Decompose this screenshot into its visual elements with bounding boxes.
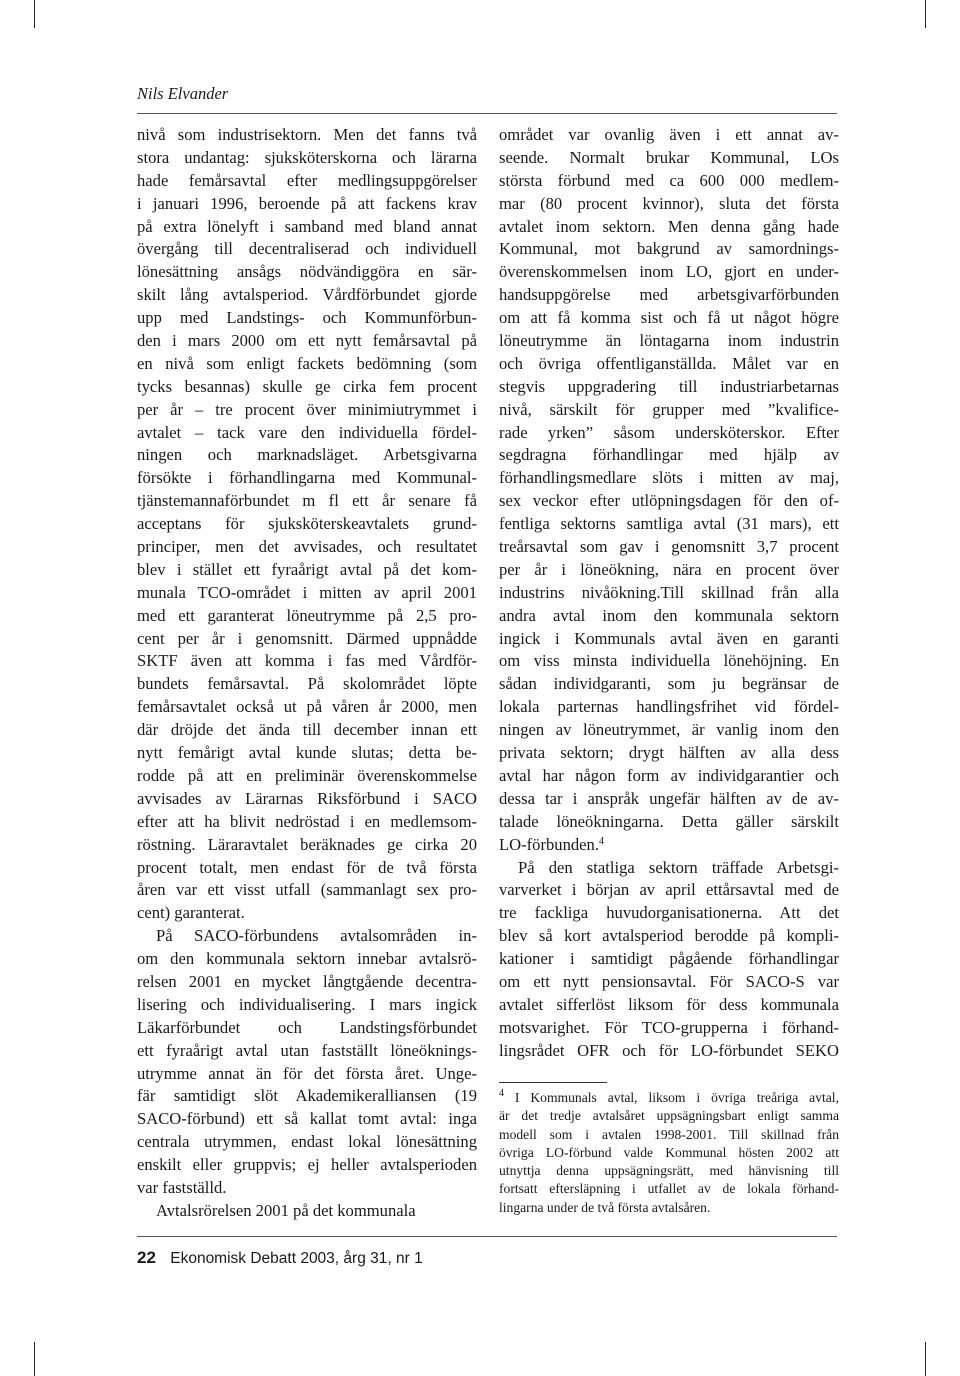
text-line: med ett garanterat löneutrymme på 2,5 pro- [137,605,477,625]
footnote-line: fortsatt eftersläpning i utfallet av de lokala förhand- [499,1181,839,1197]
text-line: femårsavtalet också ut på våren år 2000, men [137,697,477,717]
journal-title: Ekonomisk Debatt 2003, årg 31, nr 1 [170,1250,423,1267]
footnote-line [499,1089,839,1107]
text-line: bundets femårsavtal. På skolområdet löpte [137,674,477,694]
text-line: på extra lönelyft i samband med bland annat [137,216,477,236]
text-line: SACO-förbund) ett så kallat tomt avtal: inga [137,1109,477,1129]
text-line: tre fackliga huvudorganisationerna. Att det [499,903,839,923]
text-line: handsuppgörelse med arbetsgivarförbunden [499,285,839,305]
text-line: nytt femårigt avtal kunde slutas; detta be- [137,743,477,763]
text-line: centrala utrymmen, endast lokal lönesättning [137,1132,477,1152]
text-line: tjänstemannaförbundet m fl ett år senare få [137,491,477,511]
footnote-text: I Kommunals avtal, liksom i övriga treåriga avtal, [514,1090,839,1105]
text-line: kationer i samtidigt pågående förhandlingar [499,949,839,969]
text-line: Kommunal, mot bakgrund av samordnings- [499,239,839,259]
text-line: största förbund med ca 600 000 medlem- [499,170,839,190]
text-line: nivå som industrisektorn. Men det fanns två [137,125,477,144]
text-line: varverket i början av april ettårsavtal med de [499,880,839,900]
text-line: På SACO-förbundens avtalsområden in- [156,926,477,946]
text-line: sex veckor efter utlöpningsdagen för den of- [499,491,839,511]
text-line: om att få komma sist och få ut något högre [499,308,839,328]
crop-mark-top-right [925,0,926,28]
text-line: och övriga offentliganställda. Målet var en [499,353,839,373]
text-line: cent per år i genomsnitt. Därmed uppnådde [137,628,477,648]
text-line: avvisades av Lärarnas Riksförbund i SACO [137,788,477,808]
text-line: stegvis uppgradering till industriarbetarnas [499,376,839,396]
text-line: procent totalt, men endast för de två första [137,857,477,877]
text-line: utrymme annat än för det första året. Unge- [137,1063,477,1083]
text-line: fentliga sektorns samtliga avtal (31 mars), ett [499,514,839,534]
text-line: om den kommunala sektorn innebar avtalsrö- [137,949,477,969]
text-line: lönesättning ansågs nödvändiggöra en sär- [137,262,477,282]
text-line: nivå, särskilt för grupper med ”kvalifice- [499,399,839,419]
running-head-author: Nils Elvander [137,84,229,103]
footnote-line: modell som i avtalen 1998-2001. Till skillnad från [499,1126,839,1142]
footnote-rule [499,1082,607,1083]
text-line: en nivå som enligt fackets bedömning (som [137,353,477,373]
text-line: stora undantag: sjuksköterskorna och lärarna [137,147,477,167]
crop-mark-top-left [34,0,35,28]
text-line: lokala parternas handlingsfrihet vid fördel- [499,697,839,717]
header-rule [137,113,837,114]
left-text-column [137,124,477,1223]
footnote-line: är det tredje avtalsåret uppsägningsbart enligt samma [499,1108,839,1124]
footnote-line: övriga LO-förbund valde Kommunal hösten 2002 att [499,1144,839,1160]
text-line: mar (80 procent kvinnor), sluta det första [499,193,839,213]
text-line: Läkarförbundet och Landstingsförbundet [137,1017,477,1037]
text-line: avtal har någon form av individgarantier och [499,765,839,785]
text-line: om viss minsta individuella lönehöjning. En [499,651,839,671]
text-line: per år i löneökning, nära en procent över [499,559,839,579]
text-line: sådan individgaranti, som ju begränsar de [499,674,839,694]
footnote-reference: 4 [599,835,604,847]
right-text-column [499,124,839,1063]
text-line: upp med Landstings- och Kommunförbun- [137,308,477,328]
text-line: lisering och individualisering. I mars ingick [137,994,477,1014]
text-line: försökte i förhandlingarna med Kommunal- [137,468,477,488]
text-line: där dröjde det ända till december innan ett [137,720,477,740]
text-line: löneutrymme än löntagarna inom industrin [499,331,839,351]
text-line: enskilt eller gruppvis; ej heller avtalsperioden [137,1155,477,1175]
footnote-number: 4 [499,1088,504,1099]
text-line: avtalet sifferlöst liksom för dess kommunala [499,994,839,1014]
text-line: efter att ha blivit nedröstad i en medlemsom- [137,811,477,831]
text-line: skilt lång avtalsperiod. Vårdförbundet gjorde [137,285,477,305]
text-line: området var ovanlig även i ett annat av- [499,125,839,144]
text-line: lingsrådet OFR och för LO-förbundet SEKO [499,1040,839,1060]
text-line: motsvarighet. För TCO-grupperna i förhand- [499,1017,839,1037]
text-line: talade löneökningarna. Detta gäller särskilt [499,811,839,831]
text-line: överenskommelsen inom LO, gjort en under- [499,262,839,282]
page-number: 22 [137,1248,156,1267]
text-line: seende. Normalt brukar Kommunal, LOs [499,147,839,167]
text-line: avtalet inom sektorn. Men denna gång hade [499,216,839,236]
text-line: den i mars 2000 om ett nytt femårsavtal på [137,331,477,351]
text-line: rade yrken” såsom undersköterskor. Efter [499,422,839,442]
text-line: På den statliga sektorn träffade Arbetsgi- [518,857,839,877]
text-line: per år – tre procent över minimiutrymmet i [137,399,477,419]
text-line: var fastställd. [137,1177,227,1197]
text-line: ningen och marknadsläget. Arbetsgivarna [137,445,477,465]
text-line: industrins nivåökning.Till skillnad från alla [499,582,839,602]
text-line: cent) garanterat. [137,903,245,923]
text-line: blev i stället ett fyraårigt avtal på det kom- [137,559,477,579]
text-line: rodde på att en preliminär överenskommelse [137,765,477,785]
footnote-line: lingarna under de två första avtalsåren. [499,1199,711,1215]
crop-mark-bottom-left [34,1342,35,1376]
text-line: SKTF även att komma i fas med Vårdför- [137,651,477,671]
footnote-line: utnyttja denna uppsägningsrätt, med hänvisning till [499,1163,839,1179]
text-line: i januari 1996, beroende på att fackens krav [137,193,477,213]
text-line: relsen 2001 en mycket långtgående decentra- [137,971,477,991]
text-line: ningen av löneutrymmet, är vanlig inom den [499,720,839,740]
text-line: förhandlingsmedlare slöts i mitten av maj, [499,468,839,488]
text-line: treårsavtal som gav i genomsnitt 3,7 procent [499,537,839,557]
text-line: tycks besannas) skulle ge cirka fem procent [137,376,477,396]
page-footer [137,1247,423,1270]
text-line: hade femårsavtal efter medlingsuppgörelser [137,170,477,190]
text-line: åren var ett visst utfall (sammanlagt sex pro- [137,880,477,900]
text-line: ett fyraårigt avtal utan fastställt löneöknings- [137,1040,477,1060]
text-line: ingick i Kommunals avtal även en garanti [499,628,839,648]
footer-rule [137,1236,837,1237]
text-line: övergång till decentraliserad och individuell [137,239,477,259]
text-line: röstning. Läraravtalet beräknades ge cirka 20 [137,834,477,854]
text-line: blev så kort avtalsperiod berodde på kompli- [499,926,839,946]
text-line: andra avtal inom den kommunala sektorn [499,605,839,625]
text-line: segdragna förhandlingar med hjälp av [499,445,839,465]
text-line: om ett nytt pensionsavtal. För SACO-S var [499,971,839,991]
text-line: dessa tar i anspråk ungefär hälften av de av- [499,788,839,808]
crop-mark-bottom-right [925,1342,926,1376]
text-line: acceptans för sjuksköterskeavtalets grund- [137,514,477,534]
text-line: fär samtidigt slöt Akademikeralliansen (19 [137,1086,477,1106]
text-line: principer, men det avvisades, och resultatet [137,537,477,557]
text-line: privata sektorn; drygt hälften av alla dess [499,743,839,763]
text-line: LO-förbunden.$^4$ [499,834,604,854]
footnote [499,1089,839,1217]
text-line: Avtalsrörelsen 2001 på det kommunala [156,1200,416,1220]
text-line: avtalet – tack vare den individuella fördel- [137,422,477,442]
text-line: munala TCO-området i mitten av april 2001 [137,582,477,602]
